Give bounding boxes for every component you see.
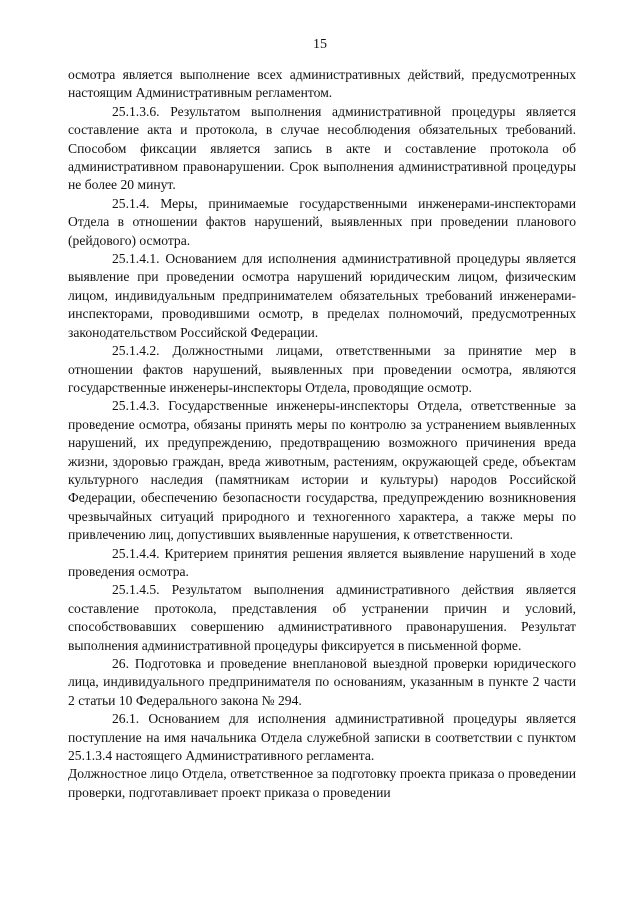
paragraph-25-1-4-1: 25.1.4.1. Основанием для исполнения административной процедуры является выявление при проведении осмотра нарушений юридическим лицом, физическим лицом, индивидуальным предпринимателем обязательных требований инженерами-инспекторами, проводившими осмотр, в пределах полномочий, предусмотренных законодательством Российской Федерации. <box>68 251 576 340</box>
paragraph-continuation: осмотра является выполнение всех административных действий, предусмотренных настоящим Административным регламентом. <box>68 67 576 101</box>
paragraph-official-draft-order: Должностное лицо Отдела, ответственное за подготовку проекта приказа о проведении проверки, подготавливает проект приказа о проведении <box>68 766 576 800</box>
paragraph-26: 26. Подготовка и проведение внеплановой выездной проверки юридического лица, индивидуального предпринимателя по основаниям, указанным в пункте 2 части 2 статьи 10 Федерального закона № 294. <box>68 656 576 708</box>
paragraph-25-1-4-3: 25.1.4.3. Государственные инженеры-инспекторы Отдела, ответственные за проведение осмотра, обязаны принять меры по контролю за устранением выявленных нарушений, их предупреждению, предотвращению возможного причинения вреда жизни, здоровью граждан, вреда животным, растениям, окружающей среде, объектам культурного наследия (памятникам истории и культуры) народов Российской Федерации, обеспечению безопасности государства, предупреждению возникновения чрезвычайных ситуаций природного и техногенного характера, а также меры по привлечению лиц, допустивших выявленные нарушения, к ответственности. <box>68 398 576 543</box>
paragraph-26-1: 26.1. Основанием для исполнения административной процедуры является поступление на имя начальника Отдела служебной записки в соответствии с пунктом 25.1.3.4 настоящего Административного регламента. <box>68 711 576 764</box>
document-body <box>68 66 576 802</box>
paragraph-25-1-3-6: 25.1.3.6. Результатом выполнения административной процедуры является составление акта и протокола, в случае несоблюдения обязательных требований. Способом фиксации является запись в акте и составление протокола об административном правонарушении. Срок выполнения административной процедуры не более 20 минут. <box>68 103 576 193</box>
paragraph-25-1-4-4: 25.1.4.4. Критерием принятия решения является выявление нарушений в ходе проведения осмотра. <box>68 545 576 579</box>
page-number: 15 <box>313 37 327 52</box>
paragraph-25-1-4: 25.1.4. Меры, принимаемые государственными инженерами-инспекторами Отдела в отношении фактов нарушений, выявленных при проведении планового (рейдового) осмотра. <box>68 195 576 248</box>
paragraph-25-1-4-5: 25.1.4.5. Результатом выполнения административного действия является составление протокола, представления об устранении причин и условий, способствовавших совершению административного правонарушения. Результат выполнения административной процедуры фиксируется в письменной форме. <box>68 582 576 653</box>
paragraph-25-1-4-2: 25.1.4.2. Должностными лицами, ответственными за принятие мер в отношении фактов нарушений, выявленных при проведении осмотра, являются государственные инженеры-инспекторы Отдела, проводящие осмотр. <box>68 343 576 395</box>
